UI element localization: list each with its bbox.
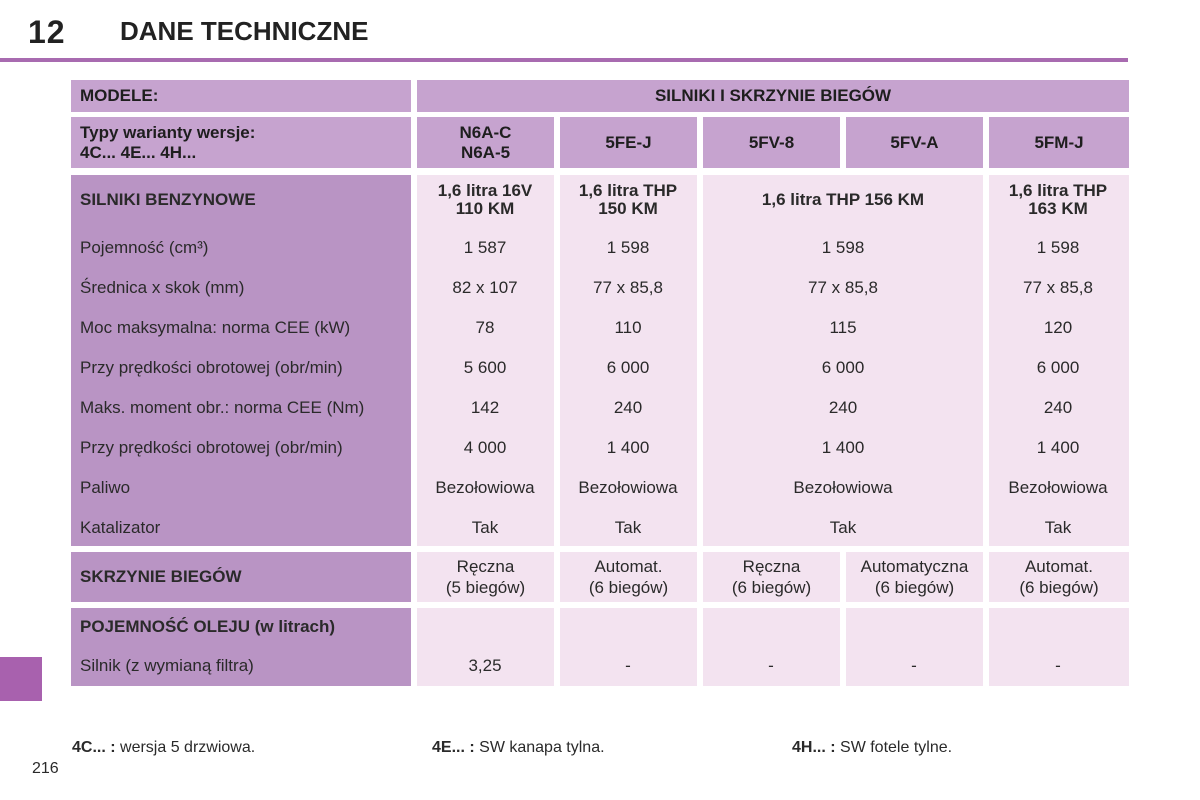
footnote-text: wersja 5 drzwiowa. xyxy=(120,739,256,756)
row-value: 240 xyxy=(613,398,643,417)
petrol-engines-label: SILNIKI BENZYNOWE xyxy=(80,190,256,209)
page-number: 216 xyxy=(32,760,59,777)
engine-name-col5 xyxy=(1009,182,1107,218)
gearbox-line: Ręczna xyxy=(742,557,801,576)
row-value: 1 400 xyxy=(821,438,865,457)
row-value: 77 x 85,8 xyxy=(808,278,878,297)
row-value: 82 x 107 xyxy=(452,278,518,297)
footnote-4c xyxy=(72,739,255,757)
row-value: 1 598 xyxy=(606,238,650,257)
row-value: 6 000 xyxy=(606,358,650,377)
row-value: Bezołowiowa xyxy=(1008,478,1108,497)
engine-name-line: 1,6 litra THP xyxy=(1008,181,1108,200)
gearbox-col2 xyxy=(560,552,697,602)
gearbox-col1 xyxy=(417,552,554,602)
gearbox-line: Ręczna xyxy=(456,557,515,576)
oil-label: POJEMNOŚĆ OLEJU (w litrach) xyxy=(80,617,336,636)
row-value: 5 600 xyxy=(463,358,507,377)
row-value: Tak xyxy=(614,518,642,537)
engine-name-line: 1,6 litra 16V xyxy=(437,181,533,200)
oil-row-label: Silnik (z wymianą filtra) xyxy=(80,656,254,675)
variants-label-line1: Typy warianty wersje: xyxy=(80,122,256,142)
footnote-key: 4E... : xyxy=(432,739,475,756)
row-value: 110 xyxy=(614,318,642,337)
row-label: Paliwo xyxy=(80,478,131,497)
oil-value: - xyxy=(768,656,774,675)
engine-code-col4: 5FV-A xyxy=(846,117,983,168)
row-value: Tak xyxy=(1044,518,1072,537)
footnote-4e xyxy=(432,739,605,757)
gearbox-line: Automatyczna xyxy=(860,557,969,576)
gearbox-line: (6 biegów) xyxy=(588,578,669,597)
row-value: Bezołowiowa xyxy=(793,478,893,497)
engine-name-col34: 1,6 litra THP 156 KM xyxy=(761,190,925,209)
row-label: Maks. moment obr.: norma CEE (Nm) xyxy=(80,398,365,417)
row-label: Pojemność (cm³) xyxy=(80,238,209,257)
footnote-key: 4H... : xyxy=(792,739,836,756)
row-label: Moc maksymalna: norma CEE (kW) xyxy=(80,318,351,337)
engine-name-col2 xyxy=(579,182,677,218)
engines-gearboxes-label: SILNIKI I SKRZYNIE BIEGÓW xyxy=(417,80,1129,112)
engine-code-col5: 5FM-J xyxy=(989,117,1129,168)
row-value: 240 xyxy=(828,398,858,417)
engine-code-col3: 5FV-8 xyxy=(703,117,840,168)
row-value: Tak xyxy=(829,518,857,537)
chapter-title: DANE TECHNICZNE xyxy=(120,16,369,46)
row-value: 78 xyxy=(475,318,495,337)
chapter-side-tab xyxy=(0,657,42,701)
row-value: 1 400 xyxy=(606,438,650,457)
row-value: 1 598 xyxy=(1036,238,1080,257)
row-value: 115 xyxy=(829,318,857,337)
gearbox-line: Automat. xyxy=(1024,557,1094,576)
engine-name-line: 110 KM xyxy=(455,199,515,218)
models-label: MODELE: xyxy=(71,80,411,112)
oil-value: 3,25 xyxy=(468,656,502,675)
gearbox-line: (6 biegów) xyxy=(1019,578,1099,597)
engine-code-col1 xyxy=(417,117,554,168)
oil-value: - xyxy=(625,656,631,675)
row-value: Tak xyxy=(471,518,499,537)
gearbox-col4 xyxy=(846,552,983,602)
chapter-number: 12 xyxy=(28,14,66,50)
row-value: 77 x 85,8 xyxy=(593,278,663,297)
engine-name-col1 xyxy=(438,182,533,218)
gearbox-line: (6 biegów) xyxy=(731,578,812,597)
row-label: Średnica x skok (mm) xyxy=(80,278,245,297)
oil-value: - xyxy=(1055,656,1061,675)
row-value: 240 xyxy=(1043,398,1073,417)
gearbox-line: (6 biegów) xyxy=(874,578,955,597)
row-label: Przy prędkości obrotowej (obr/min) xyxy=(80,358,343,377)
gearbox-line: (5 biegów) xyxy=(445,578,526,597)
row-label: Przy prędkości obrotowej (obr/min) xyxy=(80,438,343,457)
row-label: Katalizator xyxy=(80,518,161,537)
row-value: Bezołowiowa xyxy=(435,478,535,497)
gearbox-col3 xyxy=(703,552,840,602)
engine-name-line: 1,6 litra THP xyxy=(578,181,678,200)
engine-code-col2: 5FE-J xyxy=(560,117,697,168)
gearbox-col5 xyxy=(989,552,1129,602)
footnote-4h xyxy=(792,739,952,757)
gearbox-label: SKRZYNIE BIEGÓW xyxy=(71,552,411,602)
row-value: 1 587 xyxy=(463,238,507,257)
row-value: 6 000 xyxy=(821,358,865,377)
row-value: 6 000 xyxy=(1036,358,1080,377)
oil-value: - xyxy=(911,656,917,675)
row-value: Bezołowiowa xyxy=(578,478,678,497)
row-value: 4 000 xyxy=(463,438,507,457)
footnote-text: SW fotele tylne. xyxy=(840,739,953,756)
row-value: 1 598 xyxy=(821,238,865,257)
footnote-key: 4C... : xyxy=(72,739,116,756)
engine-code: N6A-5 xyxy=(460,142,511,162)
footnote-text: SW kanapa tylna. xyxy=(479,739,605,756)
row-value: 120 xyxy=(1043,318,1073,337)
engine-name-line: 150 KM xyxy=(598,199,658,218)
row-value: 77 x 85,8 xyxy=(1023,278,1093,297)
engine-code: N6A-C xyxy=(459,122,512,142)
gearbox-line: Automat. xyxy=(594,557,663,576)
header-rule xyxy=(0,58,1128,62)
variants-label-line2: 4C... 4E... 4H... xyxy=(80,142,197,162)
row-value: 1 400 xyxy=(1036,438,1080,457)
variants-label xyxy=(71,117,411,168)
row-value: 142 xyxy=(470,398,500,417)
engine-name-line: 163 KM xyxy=(1028,199,1088,218)
